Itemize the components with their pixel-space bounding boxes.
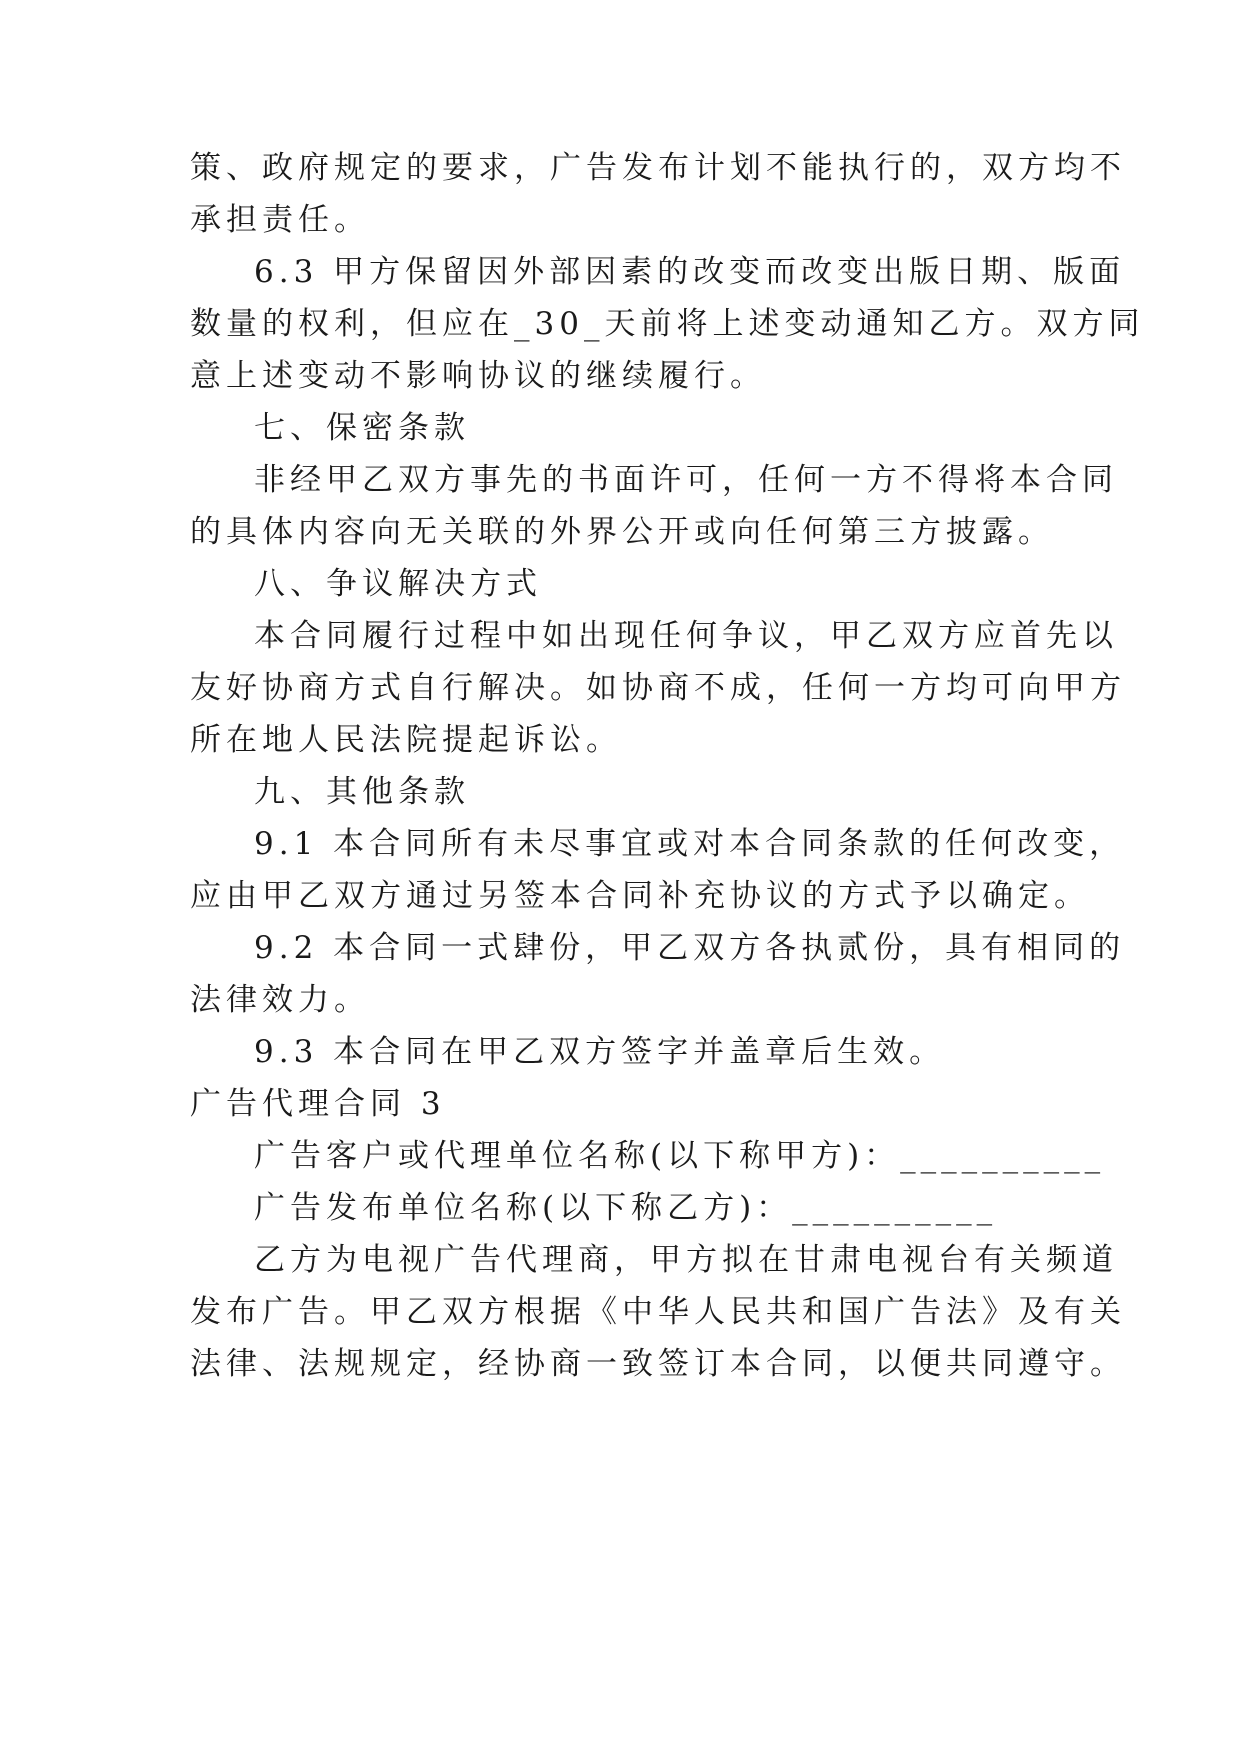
text-line: 的具体内容向无关联的外界公开或向任何第三方披露。	[190, 514, 1054, 550]
clause-9-2: 9.2 本合同一式肆份，甲乙双方各执贰份，具有相同的	[254, 930, 1126, 966]
text-line: 数量的权利，但应在_30_天前将上述变动通知乙方。双方同	[190, 306, 1145, 342]
clause-9-1: 9.1 本合同所有未尽事宜或对本合同条款的任何改变，	[254, 826, 1126, 862]
text-line: 发布广告。甲乙双方根据《中华人民共和国广告法》及有关	[190, 1294, 1126, 1330]
text-line: 乙方为电视广告代理商，甲方拟在甘肃电视台有关频道	[254, 1242, 1118, 1278]
text-line: 意上述变动不影响协议的继续履行。	[190, 358, 766, 394]
text-line: 非经甲乙双方事先的书面许可，任何一方不得将本合同	[254, 462, 1118, 498]
section-heading-other: 九、其他条款	[254, 774, 470, 810]
text-line: 法律效力。	[190, 982, 370, 1018]
text-line: 友好协商方式自行解决。如协商不成，任何一方均可向甲方	[190, 670, 1126, 706]
text-line: 策、政府规定的要求，广告发布计划不能执行的，双方均不	[190, 150, 1126, 186]
text-line: 应由甲乙双方通过另签本合同补充协议的方式予以确定。	[190, 878, 1090, 914]
section-heading-confidentiality: 七、保密条款	[254, 410, 470, 446]
party-b-line: 广告发布单位名称(以下称乙方)：__________	[254, 1190, 998, 1226]
text-line: 法律、法规规定，经协商一致签订本合同，以便共同遵守。	[190, 1346, 1126, 1382]
text-line: 承担责任。	[190, 202, 370, 238]
clause-9-3: 9.3 本合同在甲乙双方签字并盖章后生效。	[254, 1034, 946, 1070]
document-title: 广告代理合同 3	[190, 1086, 446, 1122]
section-heading-dispute: 八、争议解决方式	[254, 566, 542, 602]
text-line: 所在地人民法院提起诉讼。	[190, 722, 622, 758]
clause-6-3: 6.3 甲方保留因外部因素的改变而改变出版日期、版面	[254, 254, 1126, 290]
text-line: 本合同履行过程中如出现任何争议，甲乙双方应首先以	[254, 618, 1118, 654]
party-a-line: 广告客户或代理单位名称(以下称甲方)：__________	[254, 1138, 1106, 1174]
